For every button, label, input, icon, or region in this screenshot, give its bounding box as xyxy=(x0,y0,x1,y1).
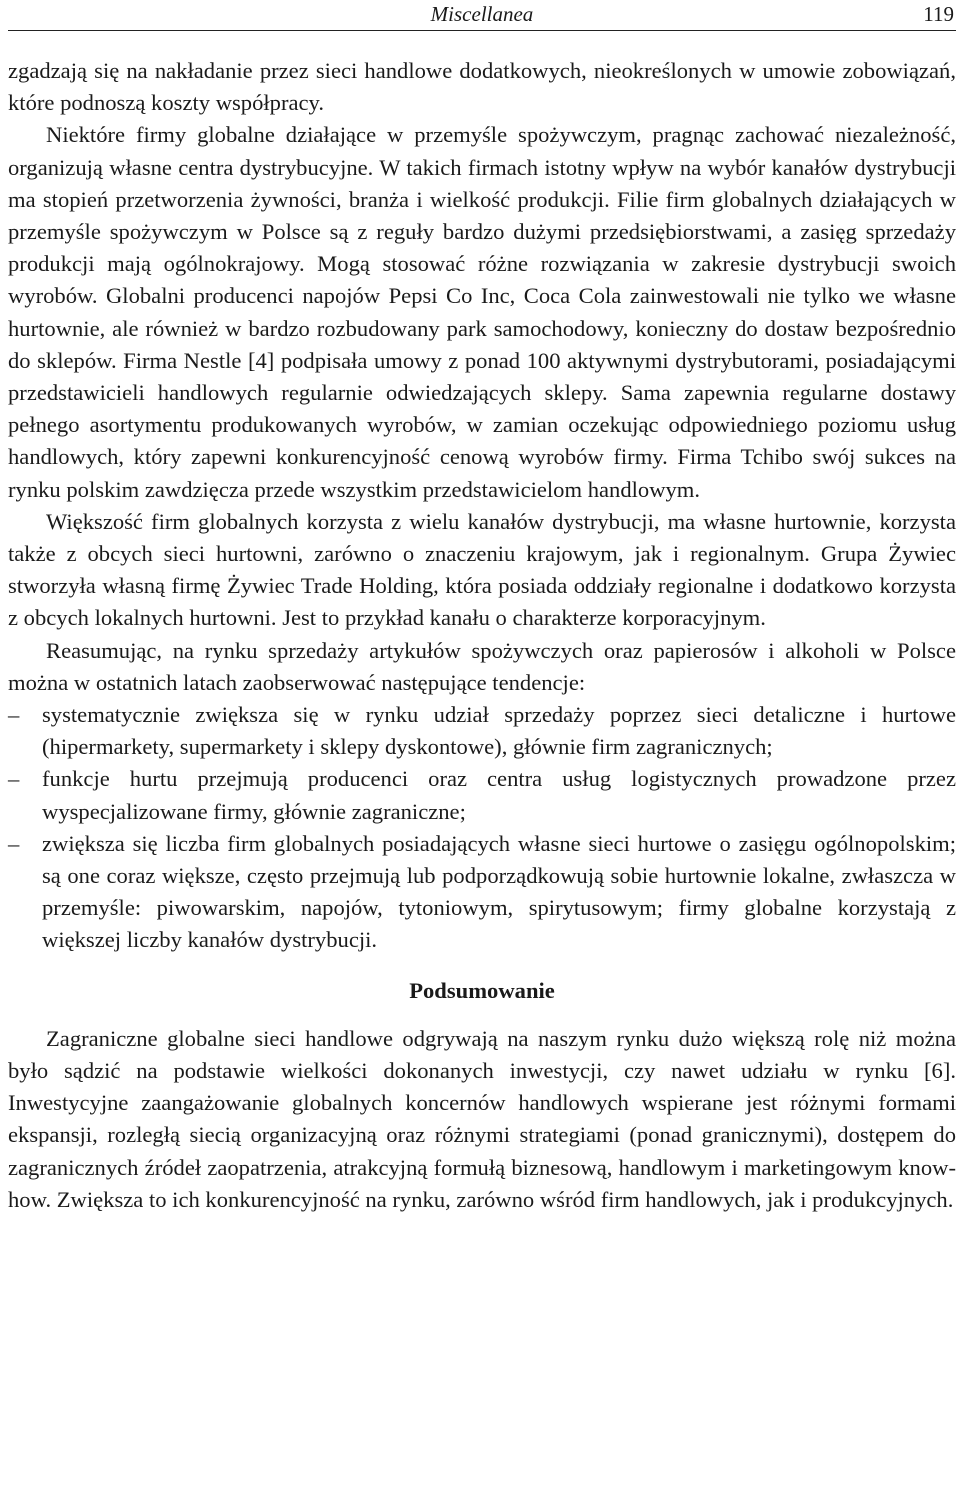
body-text xyxy=(8,55,956,1216)
list-dash: – xyxy=(8,830,20,856)
section-heading: Podsumowanie xyxy=(409,977,555,1003)
list-item-text: zwiększa się liczba firm globalnych posiadających własne sieci hurtowe o zasięgu ogólnopolskim; są one coraz większe, często przejmują lub podporządkowują sobie hurtownie lokalne, zwłaszcza w przemyśle: piwowarskim, napojów, tytoniowym, spirytusowym; firmy globalne korzystają z większej liczby kanałów dystrybucji. xyxy=(42,830,956,953)
summary-paragraph: Zagraniczne globalne sieci handlowe odgrywają na naszym rynku dużo większą rolę niż można było sądzić na podstawie wielkości dokonanych inwestycji, czy nawet udziału w rynku [6]. Inwestycyjne zaangażowanie globalnych koncernów handlowych wspierane jest różnymi formami ekspansji, rozległą siecią organizacyjną oraz różnymi strategiami (ponad granicznymi), dostępem do zagranicznych źródeł zaopatrzenia, atrakcyjną formułą biznesową, handlowym i marketingowym know-how. Zwiększa to ich konkurencyjność na rynku, zarówno wśród firm handlowych, jak i produkcyjnych. xyxy=(8,1025,956,1212)
paragraph: Reasumując, na rynku sprzedaży artykułów spożywczych oraz papierosów i alkoholi w Polsce można w ostatnich latach zaobserwować następujące tendencje: xyxy=(8,637,956,695)
list-item-text: funkcje hurtu przejmują producenci oraz centra usług logistycznych prowadzone przez wyspecjalizowane firmy, głównie zagraniczne; xyxy=(42,766,956,824)
list-item xyxy=(8,763,956,827)
list-dash: – xyxy=(8,702,20,728)
list-item-text: systematycznie zwiększa się w rynku udział sprzedaży poprzez sieci detaliczne i hurtowe (hipermarkety, supermarkety i sklepy dyskontowe), głównie firm zagranicznych; xyxy=(42,702,956,760)
list-dash: – xyxy=(8,766,20,792)
tendencies-list xyxy=(8,699,956,957)
running-title: Miscellanea xyxy=(430,2,534,26)
paragraph: Niektóre firmy globalne działające w przemyśle spożywczym, pragnąc zachować niezależność, organizują własne centra dystrybucyjne. W takich firmach istotny wpływ na wybór kanałów dystrybucji ma stopień przetworzenia żywności, branża i wielkość produkcji. Filie firm globalnych działających w przemyśle spożywczym w Polsce są z reguły bardzo dużymi przedsiębiorstwami, a zasięg sprzedaży produkcji mają ogólnokrajowy. Mogą stosować różne rozwiązania w zakresie dystrybucji swoich wyrobów. Globalni producenci napojów Pepsi Co Inc, Coca Cola zainwestowali nie tylko we własne hurtownie, ale również w bardzo rozbudowany park samochodowy, konieczny do dostaw bezpośrednio do sklepów. Firma Nestle [4] podpisała umowy z ponad 100 aktywnymi dystrybutorami, posiadającymi przedstawicieli handlowych regularnie odwiedzających sklepy. Sama zapewnia regularne dostawy pełnego asortymentu produkowanych wyrobów, w zamian oczekując odpowiedniego poziomu usług handlowych, który zapewni konkurencyjność cenową wyrobów firmy. Firma Tchibo swój sukces na rynku polskim zawdzięcza przede wszystkim przedstawicielom handlowym. xyxy=(8,122,956,502)
page-number: 119 xyxy=(923,2,954,26)
paragraph: Większość firm globalnych korzysta z wielu kanałów dystrybucji, ma własne hurtownie, korzysta także z obcych sieci hurtowni, zarówno o znaczeniu krajowym, jak i regionalnym. Grupa Żywiec stworzyła własną firmę Żywiec Trade Holding, która posiada oddziały regionalne i dodatkowo korzysta z obcych lokalnych hurtowni. Jest to przykład kanału o charakterze korporacyjnym. xyxy=(8,508,956,631)
document-page xyxy=(8,0,956,1216)
list-item xyxy=(8,828,956,957)
page-header xyxy=(8,0,956,31)
list-item xyxy=(8,699,956,763)
paragraph: zgadzają się na nakładanie przez sieci handlowe dodatkowych, nieokreślonych w umowie zobowiązań, które podnoszą koszty współpracy. xyxy=(8,58,956,116)
